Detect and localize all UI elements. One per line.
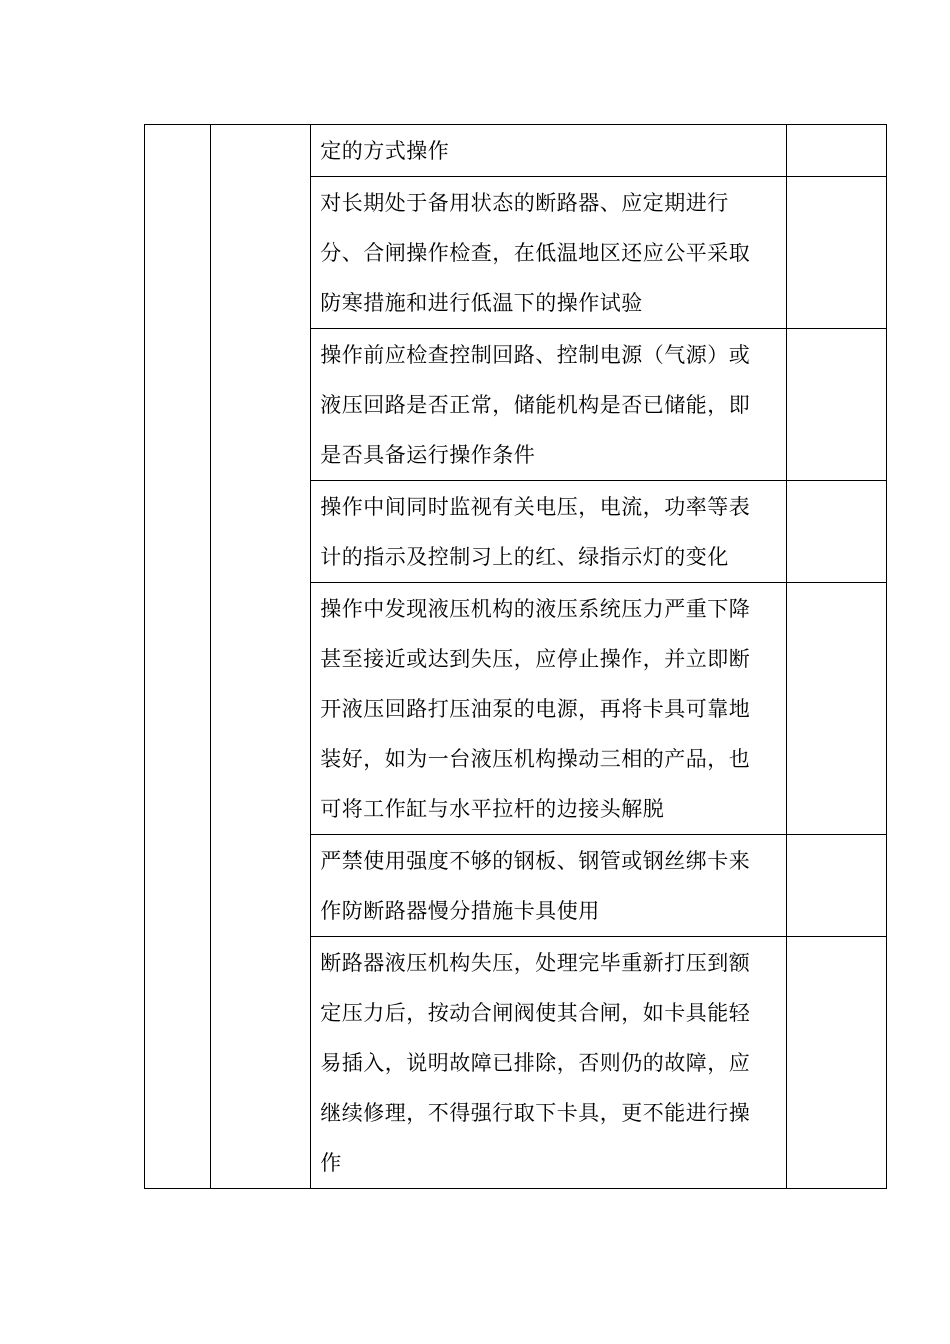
table-row [145, 125, 887, 177]
check-cell [786, 583, 886, 835]
row-text: 操作前应检查控制回路、控制电源（气源）或 液压回路是否正常，储能机构是否已储能，即 是否具备运行操作条件 [320, 343, 751, 467]
row-text: 严禁使用强度不够的钢板、钢管或钢丝绑卡来 作防断路器慢分措施卡具使用 [320, 849, 751, 923]
row-text: 断路器液压机构失压，处理完毕重新打压到额 定压力后，按动合闸阀使其合闸，如卡具能轻 易插入，说明故障已排除，否则仍的故障，应 继续修理，不得强行取下卡具，更不能进行操 作 [320, 951, 751, 1175]
check-cell [786, 125, 886, 177]
content-cell [311, 125, 787, 177]
check-cell [786, 329, 886, 481]
row-text: 定的方式操作 [320, 139, 450, 163]
merged-cell-col2 [211, 125, 311, 1189]
procedure-table [144, 124, 887, 1189]
content-cell [311, 481, 787, 583]
content-cell [311, 329, 787, 481]
row-text: 操作中发现液压机构的液压系统压力严重下降 甚至接近或达到失压，应停止操作，并立即断 开液压回路打压油泵的电源，再将卡具可靠地 装好，如为一台液压机构操动三相的产品，也 可将工作缸与水平拉杆的边接头解脱 [320, 597, 751, 821]
row-text: 操作中间同时监视有关电压，电流，功率等表 计的指示及控制习上的红、绿指示灯的变化 [320, 495, 751, 569]
check-cell [786, 937, 886, 1189]
content-cell [311, 937, 787, 1189]
merged-cell-col1 [145, 125, 211, 1189]
content-cell [311, 177, 787, 329]
content-cell [311, 835, 787, 937]
content-cell [311, 583, 787, 835]
check-cell [786, 481, 886, 583]
check-cell [786, 835, 886, 937]
row-text: 对长期处于备用状态的断路器、应定期进行 分、合闸操作检查，在低温地区还应公平采取 防寒措施和进行低温下的操作试验 [320, 191, 751, 315]
check-cell [786, 177, 886, 329]
